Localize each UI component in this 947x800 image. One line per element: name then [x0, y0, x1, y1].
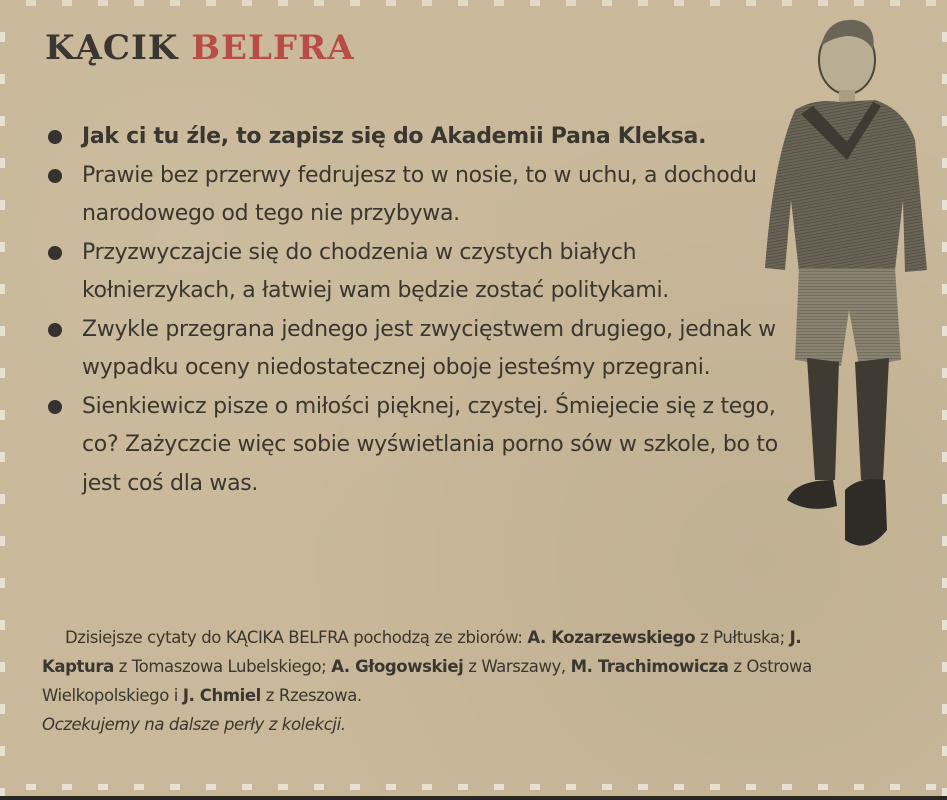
- contributor-name: A. Głogowskiej: [331, 657, 464, 676]
- contributor-place: z Ostrowa Wielkopolskiego i: [42, 657, 812, 705]
- quote-item: [44, 234, 784, 311]
- perforation-top: [0, 0, 947, 6]
- credits-intro: Dzisiejsze cytaty do KĄCIKA BELFRA pochodzą ze zbiorów:: [65, 628, 528, 647]
- quote-text: Sienkiewicz pisze o miłości pięknej, czystej. Śmiejecie się z tego, co? Zażyczcie więc sobie wyświetlania porno sów w szkole, bo to jest coś dla was.: [82, 393, 778, 496]
- quote-item: [44, 311, 784, 388]
- quote-item: [44, 388, 784, 504]
- quote-item: [44, 118, 784, 157]
- bullet-icon: [48, 323, 62, 337]
- contributor-place: z Tomaszowa Lubelskiego;: [113, 657, 332, 676]
- closing-note: Oczekujemy na dalsze perły z kolekcji.: [42, 715, 346, 734]
- perforation-left: [0, 0, 5, 800]
- contributor-place: z Rzeszowa.: [260, 686, 362, 705]
- boy-illustration-icon: [755, 10, 935, 570]
- contributor-place: z Pułtuska;: [695, 628, 790, 647]
- perforation-bottom: [0, 784, 947, 790]
- contributor-place: z Warszawy,: [463, 657, 571, 676]
- quote-list: [44, 118, 784, 503]
- bullet-icon: [48, 169, 62, 183]
- bullet-icon: [48, 130, 62, 144]
- contributor-name: J. Chmiel: [182, 686, 261, 705]
- page-title: [45, 28, 355, 68]
- bottom-edge: [0, 796, 947, 800]
- perforation-right: [942, 0, 947, 800]
- contributor-name: J. Kaptura: [42, 628, 802, 676]
- quote-text: Zwykle przegrana jednego jest zwycięstwem drugiego, jednak w wypadku oceny niedostatecznej oboje jesteśmy przegrani.: [82, 316, 776, 380]
- title-part-2: BELFRA: [191, 28, 355, 68]
- quote-text: Przyzwyczajcie się do chodzenia w czystych białych kołnierzykach, a łatwiej wam będzie zostać politykami.: [82, 239, 669, 303]
- quote-text: Prawie bez przerwy fedrujesz to w nosie, to w uchu, a dochodu narodowego od tego nie przybywa.: [82, 162, 757, 226]
- bullet-icon: [48, 246, 62, 260]
- quote-text: Jak ci tu źle, to zapisz się do Akademii Pana Kleksa.: [82, 124, 707, 149]
- bullet-icon: [48, 400, 62, 414]
- contributor-name: A. Kozarzewskiego: [527, 628, 696, 647]
- quote-item: [44, 157, 784, 234]
- contributor-name: M. Trachimowicza: [570, 657, 729, 676]
- credits-paragraph: [42, 623, 832, 739]
- title-part-1: KĄCIK: [45, 28, 179, 68]
